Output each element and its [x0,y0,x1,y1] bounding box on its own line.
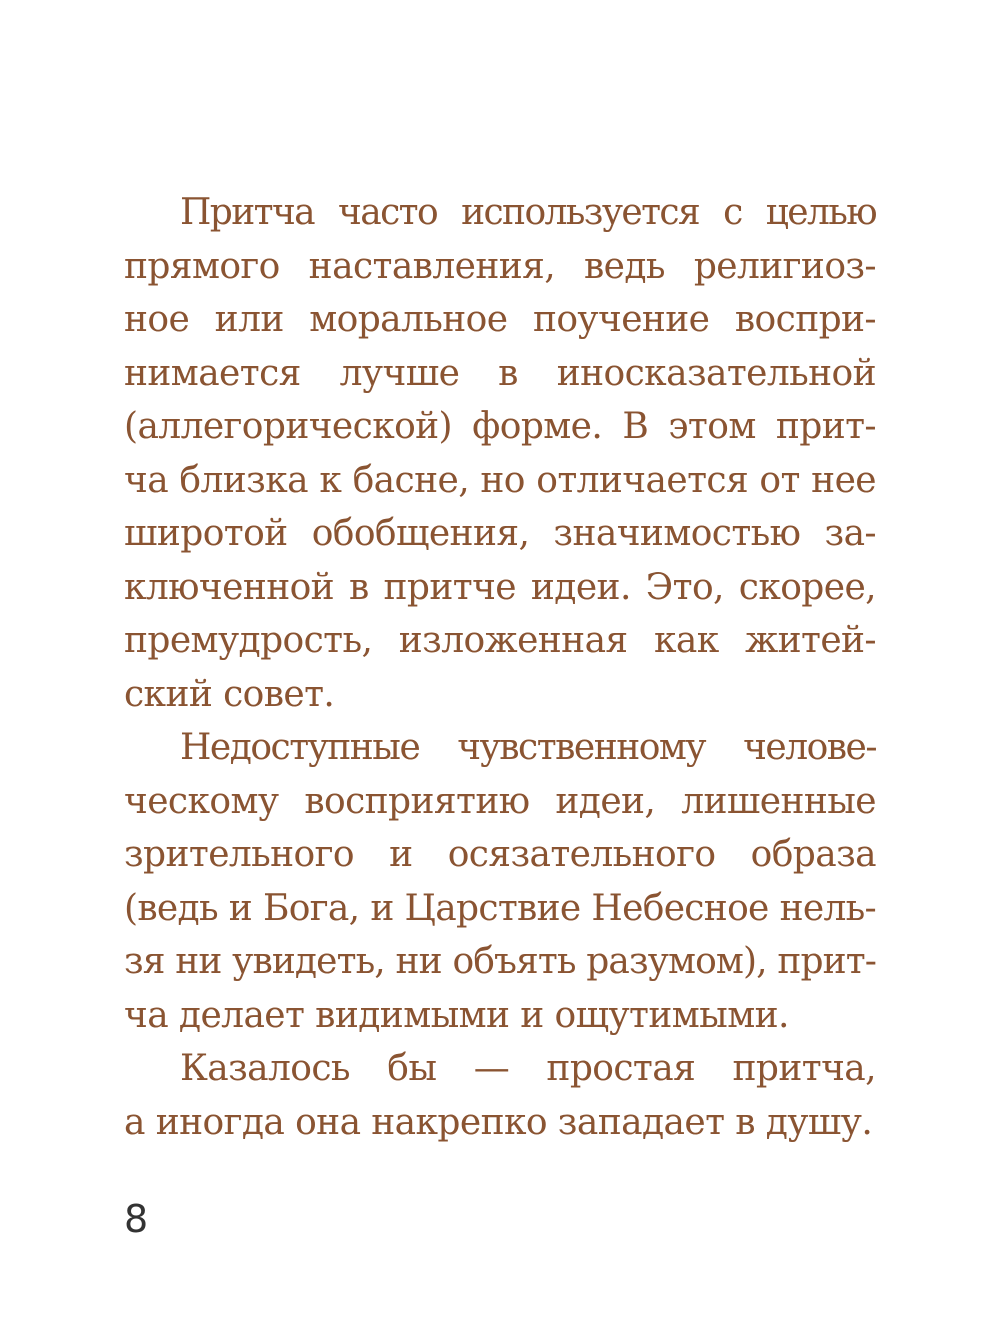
text-line: ключенной в притче идеи. Это, скорее, [124,566,876,608]
paragraph-1 [124,186,876,721]
text-line: Притча часто используется с целью [180,192,876,233]
text-line: ное или моральное поучение воспри- [124,299,876,340]
text-line: ча делает видимыми и ощутимыми. [124,994,789,1036]
text-line: а иногда она накрепко западает в душу. [124,1101,873,1143]
paragraph-2 [124,721,876,1042]
text-line: широтой обобщения, значимостью за- [124,513,876,554]
text-line: (ведь и Бога, и Царствие Небесное нель- [124,887,876,929]
text-line: ческому восприятию идеи, лишенные [124,780,876,822]
body-text [124,186,876,1149]
page-number: 8 [124,1197,149,1241]
text-line: (аллегорической) форме. В этом прит- [124,406,876,447]
text-line: прямого наставления, ведь религиоз- [124,245,876,287]
text-line: Казалось бы — простая притча, [180,1048,876,1089]
paragraph-3 [124,1042,876,1149]
text-line: Недоступные чувственному челове- [180,727,876,768]
text-line: зрительного и осязательного образа [124,834,876,875]
text-line: ча близка к басне, но отличается от нее [124,459,876,501]
text-line: ский совет. [124,673,335,715]
text-line: премудрость, изложенная как житей- [124,620,876,661]
text-line: зя ни увидеть, ни объять разумом), прит- [124,941,876,982]
text-line: нимается лучше в иносказательной [124,352,876,394]
